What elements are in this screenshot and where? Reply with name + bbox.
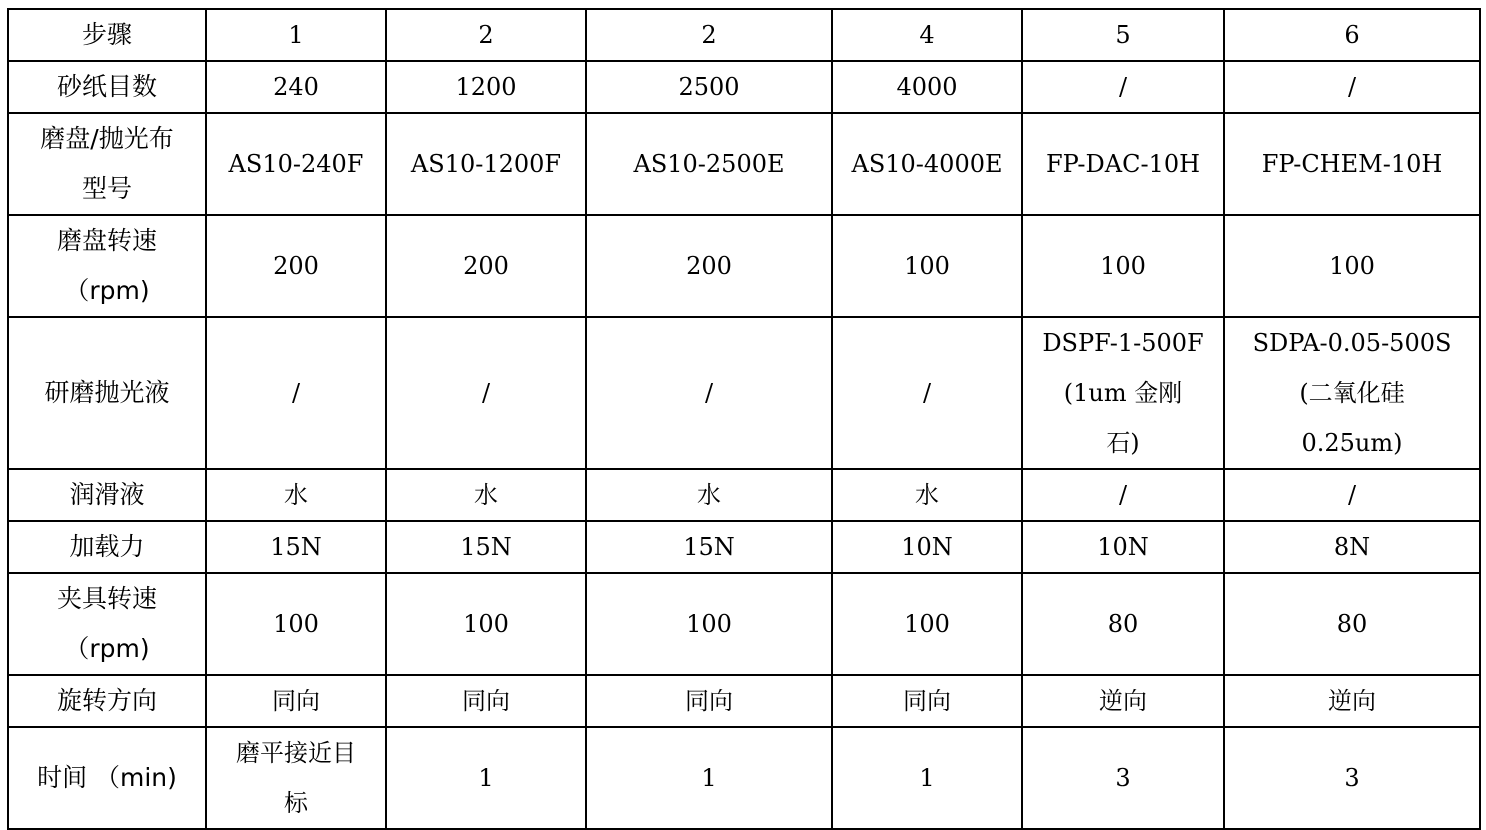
table-row <box>8 113 1480 215</box>
table-cell: 2500 <box>586 61 832 113</box>
table-cell: / <box>1022 469 1224 521</box>
row-label: 加载力 <box>8 521 206 573</box>
table-cell: 同向 <box>832 675 1022 727</box>
table-cell: 水 <box>386 469 586 521</box>
table-cell: SDPA-0.05-500S (二氧化硅 0.25um) <box>1224 317 1480 469</box>
row-label: 时间 （min) <box>8 727 206 829</box>
table-cell: 100 <box>386 573 586 675</box>
table-cell: 5 <box>1022 9 1224 61</box>
table-cell: DSPF-1-500F (1um 金刚 石) <box>1022 317 1224 469</box>
table-cell: 100 <box>1224 215 1480 317</box>
table-cell: / <box>386 317 586 469</box>
table-cell: 水 <box>586 469 832 521</box>
table-cell: 10N <box>832 521 1022 573</box>
table-cell: 1200 <box>386 61 586 113</box>
table-cell: 同向 <box>586 675 832 727</box>
table-cell: / <box>1022 61 1224 113</box>
table-cell: 15N <box>586 521 832 573</box>
table-cell: 同向 <box>206 675 386 727</box>
table-cell: AS10-240F <box>206 113 386 215</box>
table-cell: / <box>206 317 386 469</box>
row-label: 步骤 <box>8 9 206 61</box>
table-cell: / <box>586 317 832 469</box>
table-cell: 逆向 <box>1022 675 1224 727</box>
row-label: 润滑液 <box>8 469 206 521</box>
table-cell: 水 <box>832 469 1022 521</box>
table-cell: 100 <box>832 215 1022 317</box>
table-cell: 8N <box>1224 521 1480 573</box>
table-row <box>8 61 1480 113</box>
row-label: 旋转方向 <box>8 675 206 727</box>
table-cell: 100 <box>206 573 386 675</box>
table-cell: FP-DAC-10H <box>1022 113 1224 215</box>
table-row <box>8 675 1480 727</box>
table-cell: 1 <box>386 727 586 829</box>
table-cell: AS10-2500E <box>586 113 832 215</box>
table-cell: 3 <box>1224 727 1480 829</box>
table-cell: 100 <box>1022 215 1224 317</box>
table-cell: AS10-4000E <box>832 113 1022 215</box>
polishing-process-table <box>7 8 1481 830</box>
table-row <box>8 215 1480 317</box>
table-cell: / <box>832 317 1022 469</box>
row-label: 研磨抛光液 <box>8 317 206 469</box>
table-cell: 200 <box>586 215 832 317</box>
row-label: 磨盘/抛光布 型号 <box>8 113 206 215</box>
table-cell: 1 <box>832 727 1022 829</box>
table-cell: 1 <box>206 9 386 61</box>
table-cell: 2 <box>386 9 586 61</box>
table-cell: 15N <box>206 521 386 573</box>
table-cell: 80 <box>1224 573 1480 675</box>
table-cell: 15N <box>386 521 586 573</box>
table-cell: 200 <box>386 215 586 317</box>
table-cell: 3 <box>1022 727 1224 829</box>
table-cell: 6 <box>1224 9 1480 61</box>
table-row <box>8 317 1480 469</box>
table-cell: 4 <box>832 9 1022 61</box>
table-row <box>8 9 1480 61</box>
table-row <box>8 521 1480 573</box>
table-cell: 2 <box>586 9 832 61</box>
table-cell: 水 <box>206 469 386 521</box>
table-cell: FP-CHEM-10H <box>1224 113 1480 215</box>
table-cell: 10N <box>1022 521 1224 573</box>
table-row <box>8 573 1480 675</box>
table-cell: / <box>1224 61 1480 113</box>
table-cell: 100 <box>832 573 1022 675</box>
table-row <box>8 727 1480 829</box>
row-label: 磨盘转速 （rpm) <box>8 215 206 317</box>
row-label: 砂纸目数 <box>8 61 206 113</box>
table-cell: 240 <box>206 61 386 113</box>
table-cell: 80 <box>1022 573 1224 675</box>
table-cell: / <box>1224 469 1480 521</box>
row-label: 夹具转速 （rpm) <box>8 573 206 675</box>
table-cell: 同向 <box>386 675 586 727</box>
table-cell: 逆向 <box>1224 675 1480 727</box>
table-cell: 4000 <box>832 61 1022 113</box>
table-cell: 1 <box>586 727 832 829</box>
table-cell: 100 <box>586 573 832 675</box>
table-cell: 200 <box>206 215 386 317</box>
table-row <box>8 469 1480 521</box>
table-cell: AS10-1200F <box>386 113 586 215</box>
table-cell: 磨平接近目 标 <box>206 727 386 829</box>
